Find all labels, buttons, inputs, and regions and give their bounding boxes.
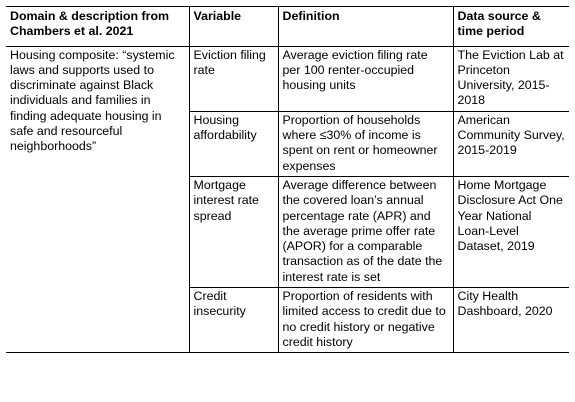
source-cell: Home Mortgage Disclosure Act One Year National Loan-Level Dataset, 2019 [453,176,569,287]
header-domain: Domain & description from Chambers et al. 2021 [10,9,170,39]
variable-cell: Eviction filing rate [189,46,278,111]
variable-cell: Credit insecurity [189,288,278,353]
header-definition: Definition [278,7,453,47]
header-data-source: Data source & time period [453,7,569,47]
source-cell: City Health Dashboard, 2020 [453,288,569,353]
table-row [6,46,569,111]
domain-description-cell: Housing composite: “systemic laws and supports used to discriminate against Black individuals and families in finding adequate housing in safe and resourceful neighborhoods” [10,47,175,154]
definition-cell: Proportion of residents with limited access to credit due to no credit history or negative credit history [278,288,453,353]
source-cell: The Eviction Lab at Princeton University, 2015-2018 [453,46,569,111]
variable-cell: Mortgage interest rate spread [189,176,278,287]
definition-cell: Average eviction filing rate per 100 renter-occupied housing units [278,46,453,111]
variable-cell: Housing affordability [189,111,278,176]
variables-table [6,6,569,353]
definition-cell: Proportion of households where ≤30% of income is spent on rent or homeowner expenses [278,111,453,176]
definition-cell: Average difference between the covered loan’s annual percentage rate (APR) and the average prime offer rate (APOR) for a comparable transaction as of the date the interest rate is set [278,176,453,287]
header-variable: Variable [189,7,278,47]
table-header-row [6,7,569,47]
source-cell: American Community Survey, 2015-2019 [453,111,569,176]
